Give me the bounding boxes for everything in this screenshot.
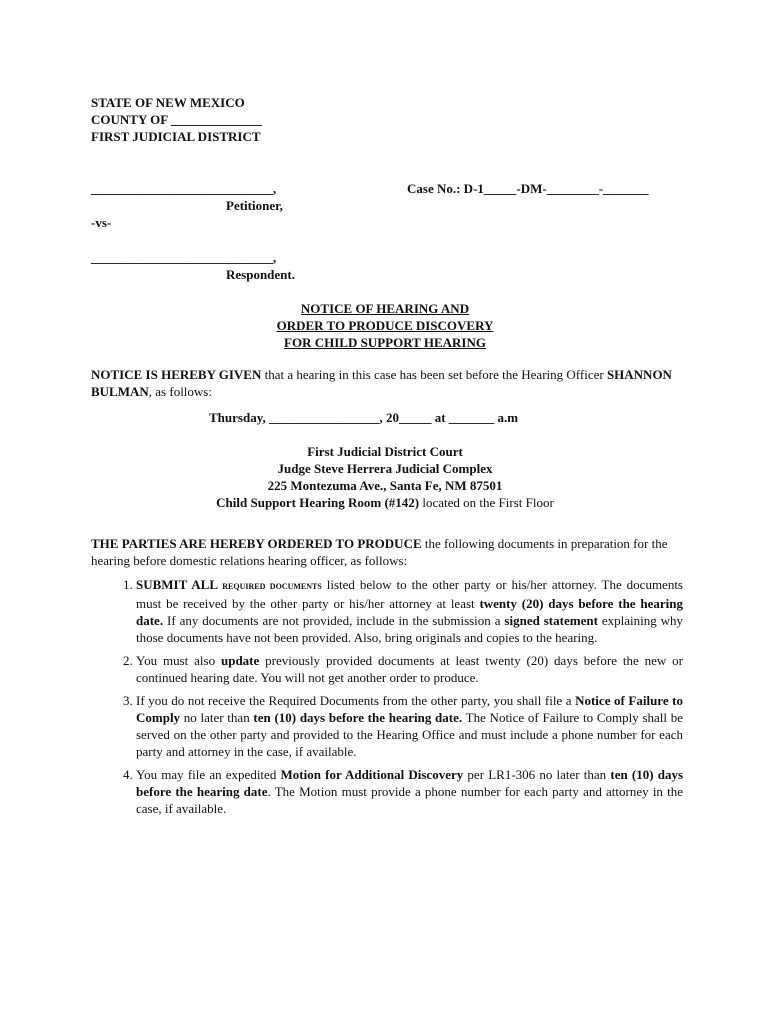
hearing-room-name: Child Support Hearing Room (#142) [216,495,420,510]
hearing-room [0,494,770,511]
case-number: Case No.: D-1_____-DM-________-_______ [407,181,649,196]
list-item: 2. You must also update previously provided documents at least twenty (20) days before the new or continued hearing date. You will not get another order to produce. [136,652,683,686]
district-heading: FIRST JUDICIAL DISTRICT [91,129,261,144]
hearing-officer-name: SHANNON BULMAN [91,367,672,399]
notice-text-end: , as follows: [148,384,212,399]
orders-lead: THE PARTIES ARE HEREBY ORDERED TO PRODUCE [91,536,422,551]
petitioner-blank: ____________________________, [91,181,277,196]
state-heading: STATE OF NEW MEXICO [91,95,245,110]
list-item: 4. You may file an expedited Motion for Additional Discovery per LR1-306 no later than ten (10) days before the hearing date. The Motion must provide a phone number for each party and attorney in the case, if available. [136,766,683,817]
petitioner-label: Petitioner, [226,198,283,213]
notice-lead: NOTICE IS HEREBY GIVEN [91,367,262,382]
respondent-label: Respondent. [226,267,295,282]
hearing-room-floor: located on the First Floor [419,495,554,510]
orders-intro [91,535,681,569]
county-heading: COUNTY OF ______________ [91,112,262,127]
hearing-date-line: Thursday, _________________, 20_____ at _______ a.m [209,410,519,425]
versus-label: -vs- [91,215,112,230]
respondent-blank: ____________________________, [91,250,277,265]
document-title-line1: NOTICE OF HEARING AND [300,301,470,316]
document-title-line2: ORDER TO PRODUCE DISCOVERY [276,318,494,333]
court-name: First Judicial District Court [307,444,463,459]
orders-intro-text: the following documents in preparation for the hearing before domestic relations hearing officer, as follows: [91,536,668,568]
court-address: 225 Montezuma Ave., Santa Fe, NM 87501 [267,478,503,493]
court-complex: Judge Steve Herrera Judicial Complex [277,461,493,476]
list-item: 1. SUBMIT ALL required documents listed below to the other party or his/her attorney. The documents must be received by the other party or his/her attorney at least twenty (20) days before the hearing date. If any documents are not provided, include in the submission a signed statement explaining why those documents have not been provided. Also, bring originals and copies to the hearing. [136,576,683,646]
document-title-line3: FOR CHILD SUPPORT HEARING [284,335,486,350]
order-list [91,576,683,823]
list-item: 3. If you do not receive the Required Documents from the other party, you shall file a Notice of Failure to Comply no later than ten (10) days before the hearing date. The Notice of Failure to Comply shall be served on the other party and provided to the Hearing Office and must include a phone number for each party and attorney in the case, if available. [136,692,683,760]
notice-text: that a hearing in this case has been set before the Hearing Officer [261,367,607,382]
notice-paragraph [91,366,681,400]
